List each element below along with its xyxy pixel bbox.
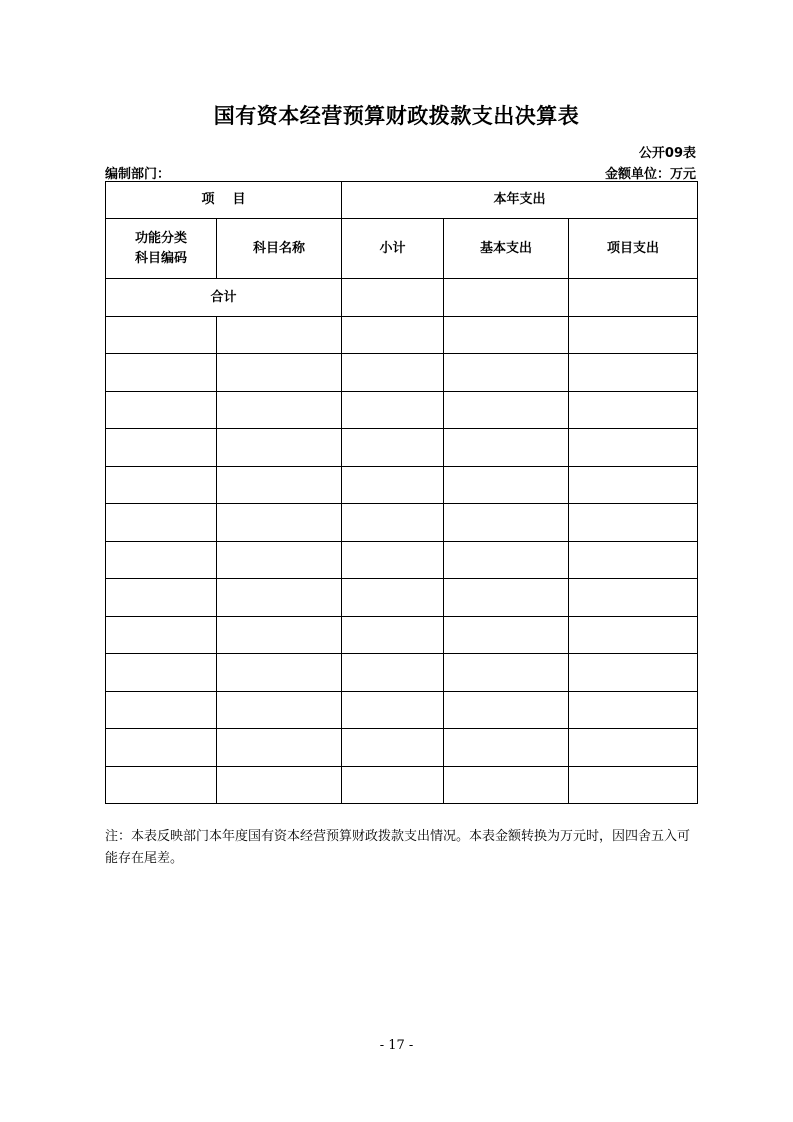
project-cell [569, 392, 698, 429]
table-row [106, 729, 698, 767]
table-row [106, 767, 698, 804]
total-project-cell [569, 279, 698, 317]
project-cell [569, 354, 698, 392]
page-number: - 17 - [379, 1038, 414, 1053]
subtotal-cell [342, 617, 444, 654]
name-cell [217, 617, 342, 654]
code-cell [106, 654, 217, 692]
project-cell [569, 729, 698, 767]
expenditure-table [105, 181, 698, 804]
subtotal-cell [342, 429, 444, 467]
code-cell [106, 692, 217, 729]
table-row [106, 617, 698, 654]
name-cell [217, 317, 342, 354]
subtotal-cell [342, 767, 444, 804]
header-subtotal: 小计 [342, 219, 444, 279]
subtotal-cell [342, 354, 444, 392]
basic-cell [444, 542, 569, 579]
code-cell [106, 542, 217, 579]
page-title: 国有资本经营预算财政拨款支出决算表 [213, 104, 580, 128]
name-cell [217, 767, 342, 804]
basic-cell [444, 317, 569, 354]
name-cell [217, 354, 342, 392]
code-cell [106, 392, 217, 429]
name-cell [217, 429, 342, 467]
name-cell [217, 504, 342, 542]
subtotal-cell [342, 317, 444, 354]
basic-cell [444, 467, 569, 504]
name-cell [217, 654, 342, 692]
table-row [106, 317, 698, 354]
name-cell [217, 729, 342, 767]
header-expense-group: 本年支出 [342, 182, 698, 219]
table-row [106, 354, 698, 392]
header-item-group: 项 目 [106, 182, 342, 219]
total-basic-cell [444, 279, 569, 317]
code-cell [106, 579, 217, 617]
subtotal-cell [342, 392, 444, 429]
footnote: 注：本表反映部门本年度国有资本经营预算财政拨款支出情况。本表金额转换为万元时，因四舍五入可能存在尾差。 [105, 829, 691, 866]
basic-cell [444, 579, 569, 617]
table-row [106, 579, 698, 617]
basic-cell [444, 729, 569, 767]
name-cell [217, 542, 342, 579]
code-cell [106, 467, 217, 504]
code-cell [106, 317, 217, 354]
project-cell [569, 317, 698, 354]
form-number: 公开09表 [638, 146, 696, 161]
code-cell [106, 504, 217, 542]
project-cell [569, 617, 698, 654]
header-function-code-line2: 科目编码 [134, 250, 187, 266]
table-row [106, 467, 698, 504]
subtotal-cell [342, 504, 444, 542]
table-row [106, 692, 698, 729]
subtotal-cell [342, 467, 444, 504]
basic-cell [444, 429, 569, 467]
name-cell [217, 392, 342, 429]
code-cell [106, 729, 217, 767]
project-cell [569, 429, 698, 467]
total-label: 合计 [106, 279, 342, 317]
header-function-code-line1: 功能分类 [134, 230, 187, 246]
subtotal-cell [342, 692, 444, 729]
subtotal-cell [342, 654, 444, 692]
basic-cell [444, 392, 569, 429]
subtotal-cell [342, 542, 444, 579]
basic-cell [444, 504, 569, 542]
table-row [106, 542, 698, 579]
project-cell [569, 504, 698, 542]
header-subject-name: 科目名称 [217, 219, 342, 279]
basic-cell [444, 692, 569, 729]
table-row [106, 429, 698, 467]
unit-label: 金额单位：万元 [604, 167, 696, 182]
table-row [106, 504, 698, 542]
code-cell [106, 429, 217, 467]
code-cell [106, 767, 217, 804]
basic-cell [444, 767, 569, 804]
code-cell [106, 354, 217, 392]
project-cell [569, 692, 698, 729]
basic-cell [444, 617, 569, 654]
total-subtotal-cell [342, 279, 444, 317]
department-label: 编制部门： [105, 167, 171, 182]
header-basic-expense: 基本支出 [444, 219, 569, 279]
name-cell [217, 467, 342, 504]
header-function-code [106, 219, 217, 279]
project-cell [569, 542, 698, 579]
project-cell [569, 767, 698, 804]
project-cell [569, 579, 698, 617]
basic-cell [444, 654, 569, 692]
code-cell [106, 617, 217, 654]
project-cell [569, 654, 698, 692]
subtotal-cell [342, 729, 444, 767]
basic-cell [444, 354, 569, 392]
table-row [106, 392, 698, 429]
name-cell [217, 692, 342, 729]
header-project-expense: 项目支出 [569, 219, 698, 279]
project-cell [569, 467, 698, 504]
subtotal-cell [342, 579, 444, 617]
name-cell [217, 579, 342, 617]
table-row [106, 654, 698, 692]
